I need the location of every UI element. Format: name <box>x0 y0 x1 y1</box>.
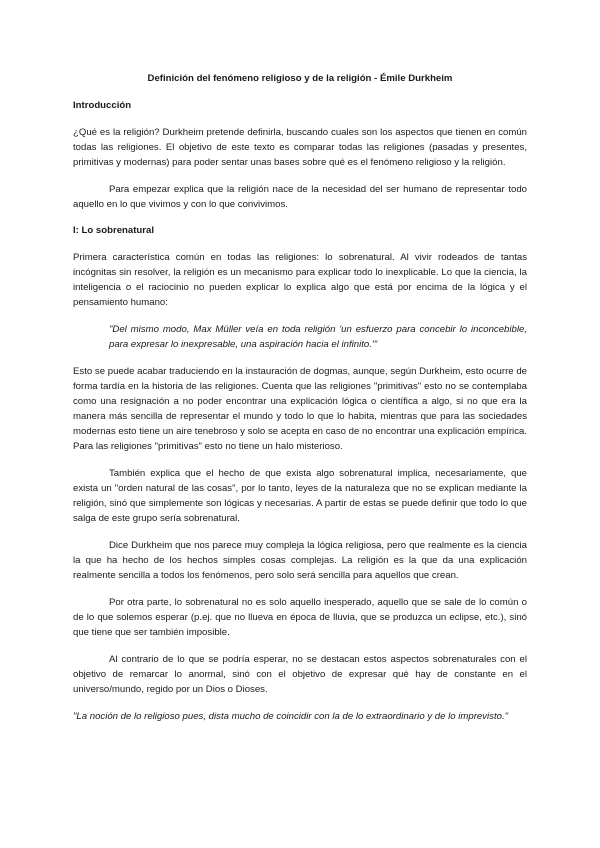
section-1-quote: "Del mismo modo, Max Müller veía en toda religión 'un esfuerzo para concebir lo inconcebible, para expresar lo inexpresable, una aspiración hacia el infinito.'" <box>109 324 527 350</box>
document-title: Definición del fenómeno religioso y de la religión - Émile Durkheim <box>147 73 453 84</box>
section-1-quote-2: "La noción de lo religioso pues, dista mucho de coincidir con la de lo extraordinario y de lo imprevisto." <box>73 711 509 722</box>
intro-heading: Introducción <box>73 100 132 111</box>
section-1-paragraph-2: Esto se puede acabar traduciendo en la instauración de dogmas, aunque, según Durkheim, esto ocurre de forma tardía en la historia de las religiones. Cuenta que las religiones "primitivas" esto no se contemplaba como una resignación a no poder encontrar una explicación lógica o científica a algo, si no que era la manera más sencilla de representar el mundo y todo lo que lo habita, mientras que para las sociedades modernas esto tiene un aire tenebroso y solo se acepta en caso de no encontrar una explicación empírica. Para las religiones "primitivas" esto no tiene un halo misterioso. <box>73 366 527 452</box>
section-1-paragraph-4: Dice Durkheim que nos parece muy compleja la lógica religiosa, pero que realmente es la ciencia la que ha hecho de los hechos simples cosas complejas. La religión es la que da una explicación realmente sencilla a todos los fenómenos, pero solo será sencilla para aquellos que crean. <box>73 540 527 581</box>
section-1-paragraph-3: También explica que el hecho de que exista algo sobrenatural implica, necesariamente, que exista un "orden natural de las cosas", por lo tanto, leyes de la naturaleza que no se explican mediante la religión, sinó que simplemente son lógicas y necesarias. A partir de estas se puede definir que todo lo que salga de este grupo sería sobrenatural. <box>73 468 527 524</box>
intro-paragraph-2: Para empezar explica que la religión nace de la necesidad del ser humano de representar todo aquello en lo que vivimos y con lo que convivimos. <box>73 184 527 210</box>
section-1-paragraph-6: Al contrario de lo que se podría esperar, no se destacan estos aspectos sobrenaturales con el objetivo de remarcar lo anormal, sinó con el objetivo de expresar qué hay de constante en el universo/mundo, regido por un Dios o Dioses. <box>73 654 527 695</box>
section-1-heading: I: Lo sobrenatural <box>73 225 155 236</box>
section-1-paragraph-1: Primera característica común en todas las religiones: lo sobrenatural. Al vivir rodeados de tantas incógnitas sin resolver, la religión es un mecanismo para explicar todo lo inexplicable. Lo que la ciencia, la inteligencia o el raciocinio no pueden explicar lo explica algo que está por encima de la lógica y el pensamiento humano: <box>73 252 527 308</box>
intro-paragraph-1: ¿Qué es la religión? Durkheim pretende definirla, buscando cuales son los aspectos que tienen en común todas las religiones. El objetivo de este texto es comparar todas las religiones (pasadas y presentes, primitivas y modernas) para poder sentar unas bases sobre qué es el fenómeno religioso y la religión. <box>73 127 527 168</box>
section-1-paragraph-5: Por otra parte, lo sobrenatural no es solo aquello inesperado, aquello que se sale de lo común o de lo que solemos esperar (p.ej. que no llueva en época de lluvia, que se produzca un eclipse, etc.), sinó que tiene que ser también imposible. <box>73 597 527 638</box>
